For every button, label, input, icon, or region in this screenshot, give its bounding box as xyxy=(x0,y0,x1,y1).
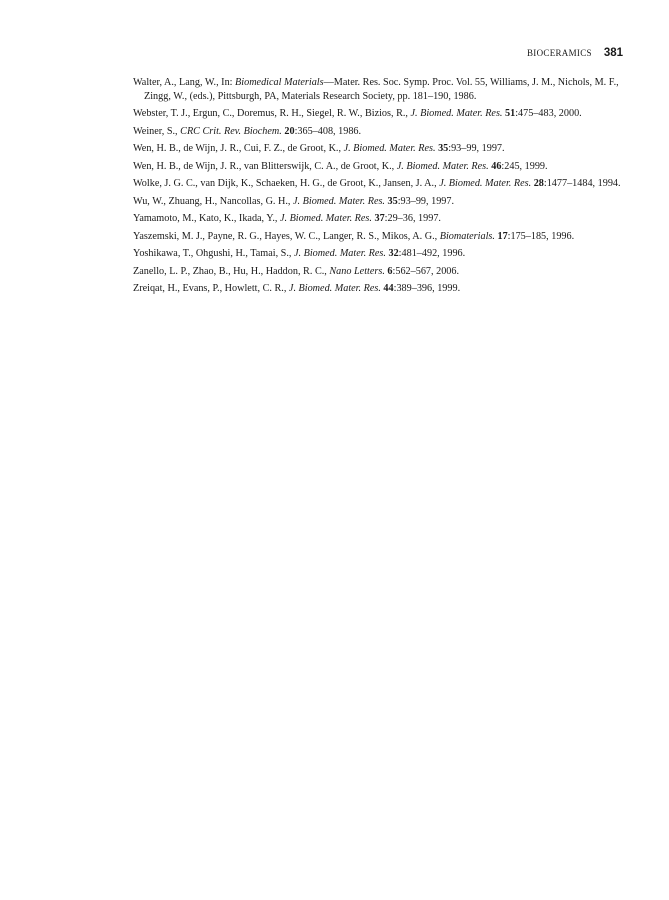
reference-journal: Biomedical Materials xyxy=(235,77,324,88)
reference-volume: 46 xyxy=(491,160,502,172)
reference-volume: 37 xyxy=(374,213,385,224)
reference-details: :93–99, 1997. xyxy=(448,143,505,154)
reference-item xyxy=(133,142,625,156)
reference-journal: J. Biomed. Mater. Res. xyxy=(343,143,436,154)
reference-journal: J. Biomed. Mater. Res. xyxy=(396,160,489,172)
reference-item xyxy=(133,230,625,244)
reference-details: :389–396, 1999. xyxy=(393,283,461,294)
reference-journal: J. Biomed. Mater. Res. xyxy=(439,178,532,189)
reference-item xyxy=(133,195,625,209)
reference-volume: 20 xyxy=(284,125,295,137)
reference-authors: Yaszemski, M. J., Payne, R. G., Hayes, W. C., Langer, R. S., Mikos, A. G., xyxy=(133,230,440,242)
reference-item xyxy=(133,125,625,139)
reference-authors: Wu, W., Zhuang, H., Nancollas, G. H., xyxy=(133,195,294,207)
reference-authors: Wen, H. B., de Wijn, J. R., van Blitterswijk, C. A., de Groot, K., xyxy=(133,160,397,172)
page-number: 381 xyxy=(603,47,623,59)
reference-authors: Wen, H. B., de Wijn, J. R., Cui, F. Z., de Groot, K., xyxy=(133,143,344,154)
reference-journal: J. Biomed. Mater. Res. xyxy=(288,283,381,294)
reference-journal: J. Biomed. Mater. Res. xyxy=(293,248,386,259)
reference-details: :475–483, 2000. xyxy=(515,108,582,119)
reference-volume: 28 xyxy=(533,178,544,189)
reference-volume: 51 xyxy=(505,108,516,119)
reference-volume: 6 xyxy=(387,265,393,277)
reference-details: :481–492, 1996. xyxy=(398,248,466,259)
reference-authors: Webster, T. J., Ergun, C., Doremus, R. H., Siegel, R. W., Bizios, R., xyxy=(133,108,411,119)
reference-journal: J. Biomed. Mater. Res. xyxy=(410,108,503,119)
reference-item xyxy=(133,212,625,226)
reference-details: :562–567, 2006. xyxy=(392,265,460,277)
reference-volume: 35 xyxy=(387,195,398,207)
reference-item xyxy=(133,265,625,279)
reference-volume: 32 xyxy=(388,248,399,259)
reference-details: :245, 1999. xyxy=(501,160,548,172)
reference-authors: Zanello, L. P., Zhao, B., Hu, H., Haddon, R. C., xyxy=(133,265,330,277)
reference-details: —Mater. Res. Soc. Symp. Proc. Vol. 55, Williams, J. M., Nichols, M. F., Zingg, W., (eds.), Pittsburgh, PA, Materials Research Society, pp. 181–190, 1986. xyxy=(144,77,619,102)
reference-details: :1477–1484, 1994. xyxy=(543,178,621,189)
reference-list xyxy=(133,76,625,300)
reference-authors: Weiner, S., xyxy=(133,125,181,137)
reference-journal: Biomaterials. xyxy=(439,230,495,242)
reference-item xyxy=(133,76,625,103)
reference-details: :29–36, 1997. xyxy=(384,213,441,224)
section-title: BIOCERAMICS xyxy=(527,48,592,58)
reference-item xyxy=(133,177,625,191)
reference-item xyxy=(133,107,625,121)
reference-journal: Nano Letters. xyxy=(329,265,385,277)
running-head xyxy=(527,47,623,59)
reference-volume: 17 xyxy=(497,230,508,242)
reference-authors: Wolke, J. G. C., van Dijk, K., Schaeken, H. G., de Groot, K., Jansen, J. A., xyxy=(133,178,440,189)
reference-item xyxy=(133,160,625,174)
reference-item xyxy=(133,247,625,261)
reference-volume: 44 xyxy=(383,283,394,294)
reference-authors: Yoshikawa, T., Ohgushi, H., Tamai, S., xyxy=(133,248,294,259)
reference-details: :175–185, 1996. xyxy=(507,230,575,242)
reference-authors: Yamamoto, M., Kato, K., Ikada, Y., xyxy=(133,213,280,224)
reference-details: :365–408, 1986. xyxy=(294,125,362,137)
reference-authors: Zreiqat, H., Evans, P., Howlett, C. R., xyxy=(133,283,289,294)
reference-journal: J. Biomed. Mater. Res. xyxy=(279,213,372,224)
reference-item xyxy=(133,282,625,296)
reference-journal: CRC Crit. Rev. Biochem. xyxy=(180,125,282,137)
reference-authors: Walter, A., Lang, W., In: xyxy=(133,77,236,88)
reference-details: :93–99, 1997. xyxy=(397,195,455,207)
reference-volume: 35 xyxy=(438,143,449,154)
reference-journal: J. Biomed. Mater. Res. xyxy=(293,195,385,207)
